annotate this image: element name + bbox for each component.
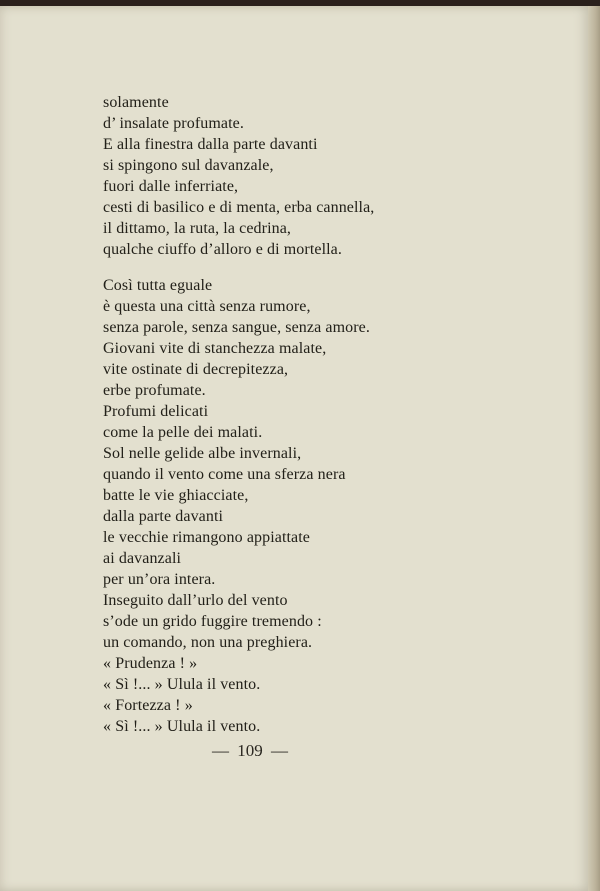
poem-line: « Sì !... » Ulula il vento. [103, 718, 261, 735]
poem-line: quando il vento come una sferza nera [103, 466, 346, 483]
poem-line: per un’ora intera. [103, 571, 216, 588]
poem-line: vite ostinate di decrepitezza, [103, 361, 289, 378]
poem-line: « Prudenza ! » [103, 655, 198, 672]
poem-line: « Fortezza ! » [103, 697, 193, 714]
page-number [0, 741, 500, 761]
poem-line: « Sì !... » Ulula il vento. [103, 676, 261, 693]
poem-line: batte le vie ghiacciate, [103, 487, 249, 504]
poem-line: come la pelle dei malati. [103, 424, 263, 441]
folio-dash-left: — [212, 741, 229, 760]
poem-line: senza parole, senza sangue, senza amore. [103, 319, 370, 336]
poem-line: Giovani vite di stanchezza malate, [103, 340, 327, 357]
stanza-break [103, 260, 443, 275]
poem-line: il dittamo, la ruta, la cedrina, [103, 220, 292, 237]
poem-line: dalla parte davanti [103, 508, 224, 525]
poem-line: solamente [103, 94, 169, 111]
poem-text [103, 92, 443, 737]
poem-line: erbe profumate. [103, 382, 206, 399]
poem-line: E alla finestra dalla parte davanti [103, 136, 318, 153]
poem-line: è questa una città senza rumore, [103, 298, 311, 315]
poem-line: ai davanzali [103, 550, 182, 567]
poem-line: si spingono sul davanzale, [103, 157, 274, 174]
poem-line: d’ insalate profumate. [103, 115, 244, 132]
poem-line: le vecchie rimangono appiattate [103, 529, 311, 546]
poem-line: qualche ciuffo d’alloro e di mortella. [103, 241, 342, 258]
folio-dash-right: — [271, 741, 288, 760]
page-number-value: 109 [237, 741, 263, 760]
page-edge [588, 6, 600, 891]
poem-line: cesti di basilico e di menta, erba cannella, [103, 199, 375, 216]
poem-line: un comando, non una preghiera. [103, 634, 313, 651]
poem-line: Inseguito dall’urlo del vento [103, 592, 288, 609]
poem-line: Profumi delicati [103, 403, 209, 420]
poem-line: fuori dalle inferriate, [103, 178, 239, 195]
poem-line: Sol nelle gelide albe invernali, [103, 445, 302, 462]
poem-line: s’ode un grido fuggire tremendo : [103, 613, 322, 630]
poem-line: Così tutta eguale [103, 277, 213, 294]
